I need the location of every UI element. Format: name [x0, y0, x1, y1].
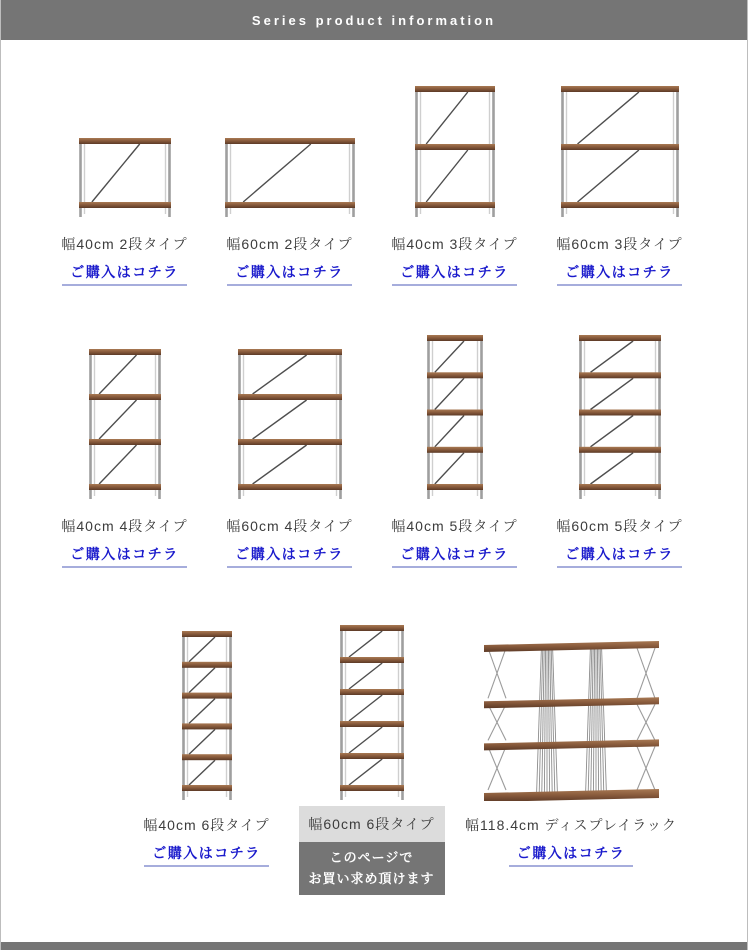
product-image	[79, 84, 171, 218]
purchase-link[interactable]: ご購入はコチラ	[227, 264, 352, 286]
product-name: 幅118.4cm ディスプレイラック	[465, 817, 677, 833]
footer-bar	[1, 942, 747, 950]
product-image	[484, 623, 659, 801]
product-name: 幅40cm 6段タイプ	[143, 817, 270, 833]
product-name: 幅60cm 4段タイプ	[226, 518, 353, 534]
page-title: Series product information	[251, 12, 497, 28]
product-image	[561, 84, 679, 218]
purchase-link[interactable]: ご購入はコチラ	[509, 845, 634, 867]
product-name: 幅40cm 4段タイプ	[61, 518, 188, 534]
shelf-40cm-4tier-image	[89, 347, 161, 500]
note-line-2: お買い求め頂けます	[308, 871, 435, 886]
product-card	[207, 333, 372, 568]
product-grid-row-3	[1, 623, 747, 895]
purchase-link[interactable]: ご購入はコチラ	[227, 546, 352, 568]
product-card	[537, 333, 702, 568]
shelf-40cm-5tier-image	[427, 333, 483, 500]
shelf-60cm-6tier-image	[340, 623, 404, 801]
product-card	[372, 333, 537, 568]
product-card	[124, 623, 289, 867]
product-card	[537, 84, 702, 286]
display-rack-image	[484, 639, 659, 801]
shelf-60cm-4tier-image	[238, 347, 342, 500]
product-image	[415, 84, 495, 218]
availability-note	[299, 842, 445, 895]
header-bar	[1, 0, 747, 40]
product-image	[238, 333, 342, 500]
product-name: 幅40cm 3段タイプ	[391, 236, 518, 252]
product-name-box	[299, 806, 445, 842]
purchase-link[interactable]: ご購入はコチラ	[557, 546, 682, 568]
purchase-link[interactable]: ご購入はコチラ	[62, 546, 187, 568]
purchase-link[interactable]: ご購入はコチラ	[392, 264, 517, 286]
purchase-link[interactable]: ご購入はコチラ	[62, 264, 187, 286]
product-name: 幅60cm 2段タイプ	[226, 236, 353, 252]
product-image	[225, 84, 355, 218]
product-image	[427, 333, 483, 500]
product-image	[89, 333, 161, 500]
product-card	[42, 333, 207, 568]
product-card	[372, 84, 537, 286]
purchase-link[interactable]: ご購入はコチラ	[144, 845, 269, 867]
note-line-1: このページで	[329, 850, 414, 865]
shelf-40cm-2tier-image	[79, 136, 171, 218]
product-card-current	[289, 623, 454, 895]
product-image	[182, 623, 232, 801]
shelf-40cm-3tier-image	[415, 84, 495, 218]
shelf-60cm-5tier-image	[579, 333, 661, 500]
product-image	[579, 333, 661, 500]
product-grid-row-1	[1, 84, 747, 286]
product-name: 幅40cm 5段タイプ	[391, 518, 518, 534]
product-name: 幅60cm 5段タイプ	[556, 518, 683, 534]
product-name: 幅40cm 2段タイプ	[61, 236, 188, 252]
product-name: 幅60cm 6段タイプ	[308, 816, 435, 832]
product-card	[207, 84, 372, 286]
product-image	[340, 623, 404, 801]
product-card	[42, 84, 207, 286]
purchase-link[interactable]: ご購入はコチラ	[557, 264, 682, 286]
product-name: 幅60cm 3段タイプ	[556, 236, 683, 252]
shelf-40cm-6tier-image	[182, 629, 232, 801]
product-card	[454, 623, 688, 867]
shelf-60cm-3tier-image	[561, 84, 679, 218]
shelf-60cm-2tier-image	[225, 136, 355, 218]
product-grid-row-2	[1, 333, 747, 568]
purchase-link[interactable]: ご購入はコチラ	[392, 546, 517, 568]
